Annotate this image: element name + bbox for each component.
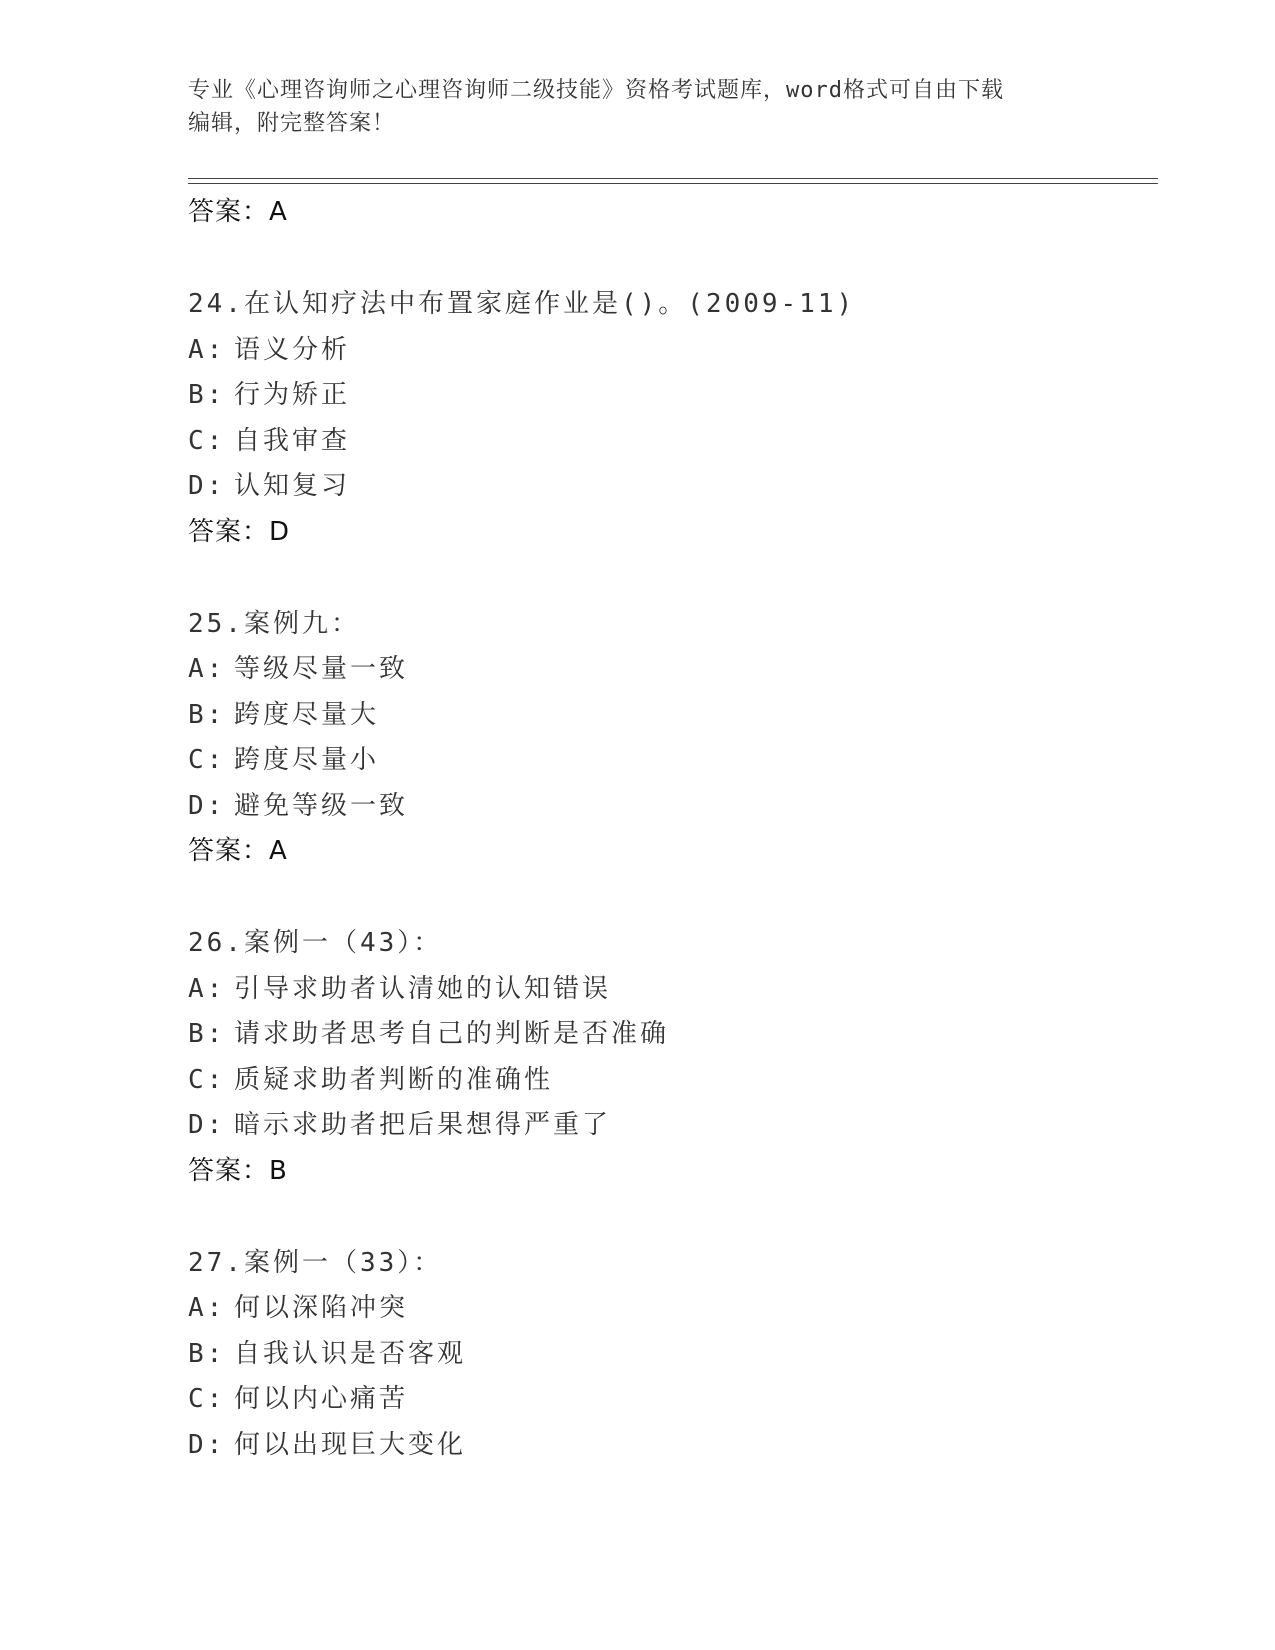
document-body — [188, 190, 1168, 1468]
answer-line: 答案：A — [188, 836, 288, 866]
option-text: 请求助者思考自己的判断是否准确 — [234, 1019, 670, 1049]
question-block — [188, 1241, 1168, 1469]
option-letter: D: — [188, 790, 226, 821]
option-a — [188, 1286, 1168, 1332]
option-d — [188, 784, 1168, 830]
option-text: 引导求助者认清她的认知错误 — [234, 973, 612, 1004]
header-line-2: 编辑，附完整答案！ — [188, 111, 396, 136]
question-block — [188, 921, 1168, 1194]
answer-line: 答案：B — [188, 1155, 288, 1186]
header-divider-top — [188, 178, 1158, 179]
question-title: 25.案例九： — [188, 608, 360, 639]
option-letter: A: — [188, 973, 226, 1004]
option-letter: C: — [188, 1384, 226, 1414]
option-letter: B: — [188, 1019, 226, 1049]
option-b — [188, 1332, 1168, 1378]
option-text: 避免等级一致 — [234, 790, 409, 821]
option-letter: D: — [188, 1429, 226, 1460]
question-block — [188, 602, 1168, 875]
option-text: 自我认识是否客观 — [234, 1338, 467, 1369]
option-text: 语义分析 — [234, 334, 351, 365]
option-a — [188, 967, 1168, 1013]
option-c — [188, 419, 1168, 465]
option-letter: A: — [188, 654, 226, 684]
option-a — [188, 647, 1168, 693]
option-letter: D: — [188, 471, 226, 501]
answer-line: 答案：A — [188, 197, 288, 227]
option-letter: C: — [188, 745, 226, 775]
question-title: 26.案例一（43）： — [188, 928, 443, 958]
question-title: 24.在认知疗法中布置家庭作业是()。(2009-11) — [188, 289, 856, 319]
option-c — [188, 1377, 1168, 1423]
option-text: 自我审查 — [234, 425, 351, 456]
option-letter: D: — [188, 1110, 226, 1140]
answer-line: 答案：D — [188, 516, 291, 547]
header-divider-bottom — [188, 183, 1158, 184]
header-line-1: 专业《心理咨询师之心理咨询师二级技能》资格考试题库，word格式可自由下载 — [188, 78, 1004, 103]
question-block — [188, 282, 1168, 555]
option-letter: B: — [188, 1338, 226, 1369]
option-text: 质疑求助者判断的准确性 — [234, 1064, 554, 1095]
option-b — [188, 1012, 1168, 1058]
question-title: 27.案例一（33）： — [188, 1247, 443, 1278]
option-c — [188, 1058, 1168, 1104]
option-letter: C: — [188, 425, 226, 456]
document-header — [188, 74, 1078, 140]
option-text: 何以深陷冲突 — [234, 1293, 409, 1323]
option-letter: B: — [188, 380, 226, 410]
option-a — [188, 328, 1168, 374]
option-text: 认知复习 — [234, 471, 351, 501]
option-c — [188, 738, 1168, 784]
option-text: 跨度尽量大 — [234, 699, 380, 730]
option-d — [188, 464, 1168, 510]
option-text: 跨度尽量小 — [234, 745, 380, 775]
option-letter: B: — [188, 699, 226, 730]
option-b — [188, 693, 1168, 739]
option-d — [188, 1103, 1168, 1149]
option-text: 暗示求助者把后果想得严重了 — [234, 1110, 612, 1140]
option-letter: C: — [188, 1064, 226, 1095]
option-letter: A: — [188, 1293, 226, 1323]
option-text: 行为矫正 — [234, 380, 351, 410]
option-text: 何以出现巨大变化 — [234, 1429, 467, 1460]
option-text: 何以内心痛苦 — [234, 1384, 409, 1414]
option-d — [188, 1423, 1168, 1469]
option-text: 等级尽量一致 — [234, 654, 409, 684]
option-letter: A: — [188, 334, 226, 365]
option-b — [188, 373, 1168, 419]
